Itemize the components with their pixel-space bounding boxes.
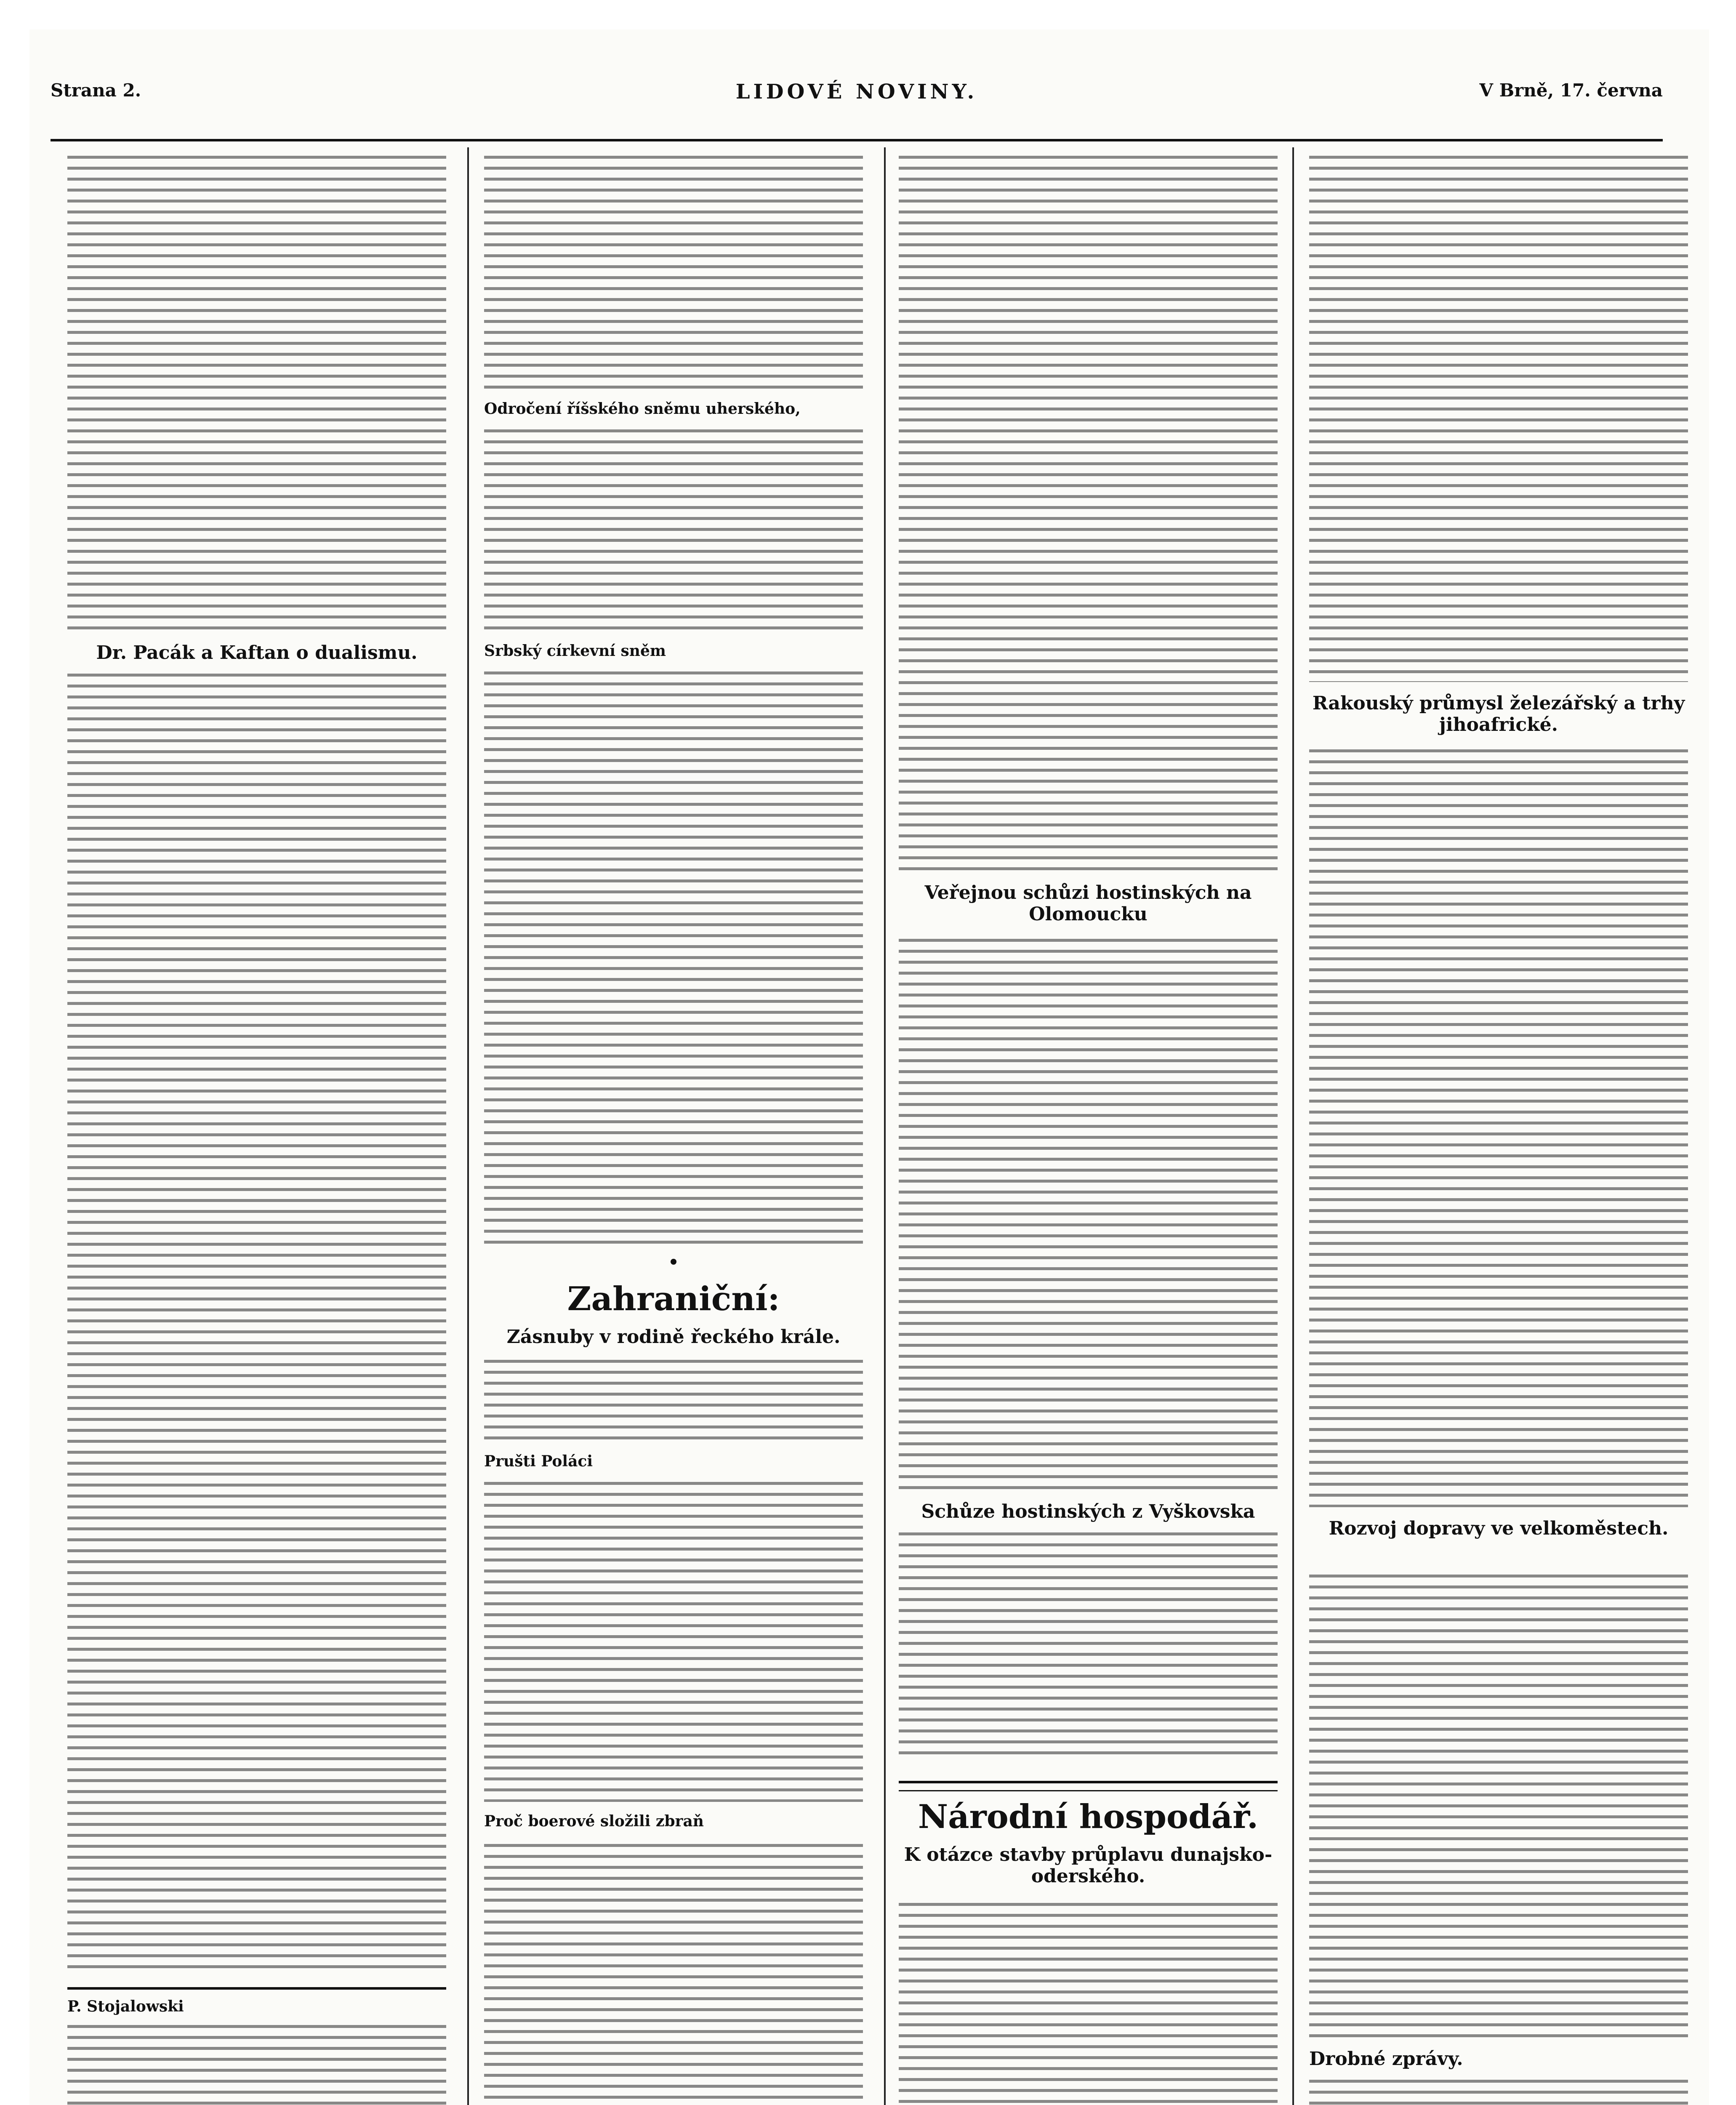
column-divider	[884, 147, 886, 2105]
column-4	[1309, 147, 1688, 2105]
article-text	[67, 156, 446, 632]
article-text	[899, 156, 1278, 871]
separator-dot	[671, 1259, 676, 1265]
article-text	[1309, 2080, 1688, 2105]
column-divider	[1292, 147, 1294, 2105]
article-heading: Rakouský průmysl železářský a trhy jihoafrické.	[1312, 693, 1685, 735]
issue-date: V Brně, 17. června	[1479, 80, 1663, 101]
article-text	[484, 1482, 863, 1802]
article-text	[899, 939, 1278, 1490]
article-text	[67, 2025, 446, 2105]
column-3	[899, 147, 1278, 2105]
section-heading: Národní hospodář.	[918, 1798, 1259, 1836]
masthead	[51, 80, 1663, 114]
article-heading: Proč boerové složili zbraň	[484, 1812, 704, 1830]
article-text	[484, 156, 863, 392]
article-heading: K otázce stavby průplavu dunajsko-oderského.	[904, 1844, 1273, 1887]
separator	[67, 1987, 446, 1990]
section-rule	[899, 1781, 1278, 1791]
article-heading: Schůze hostinských z Vyškovska	[921, 1501, 1255, 1522]
page-number: Strana 2.	[51, 80, 141, 101]
article-heading: Veřejnou schůzi hostinských na Olomoucku	[924, 882, 1252, 925]
section-heading: Zahraniční:	[567, 1280, 780, 1318]
article-text	[899, 1903, 1278, 2105]
article-text	[1309, 749, 1688, 1507]
article-heading: Srbský církevní sněm	[484, 642, 666, 660]
article-text	[899, 1532, 1278, 1760]
masthead-rule	[51, 139, 1663, 141]
article-heading: Zásnuby v rodině řeckého krále.	[506, 1326, 841, 1348]
article-text	[1309, 156, 1688, 682]
article-heading: Rozvoj dopravy ve velkoměstech.	[1329, 1518, 1669, 1539]
article-heading: Dr. Pacák a Kaftan o dualismu.	[96, 642, 418, 663]
article-text	[484, 1844, 863, 2105]
article-heading: Odročení říšského sněmu uherského,	[484, 400, 801, 418]
column-2	[484, 147, 863, 2105]
article-text	[67, 674, 446, 1970]
article-heading: P. Stojalowski	[67, 1998, 184, 2015]
article-text	[484, 429, 863, 632]
article-text	[484, 671, 863, 1244]
column-divider	[467, 147, 469, 2105]
article-heading: Prušti Poláci	[484, 1452, 593, 1470]
article-text	[484, 1360, 863, 1444]
column-1	[67, 147, 446, 2105]
newspaper-title: LIDOVÉ NOVINY.	[735, 80, 978, 104]
article-text	[1309, 1575, 1688, 2038]
article-heading: Drobné zprávy.	[1309, 2048, 1463, 2070]
